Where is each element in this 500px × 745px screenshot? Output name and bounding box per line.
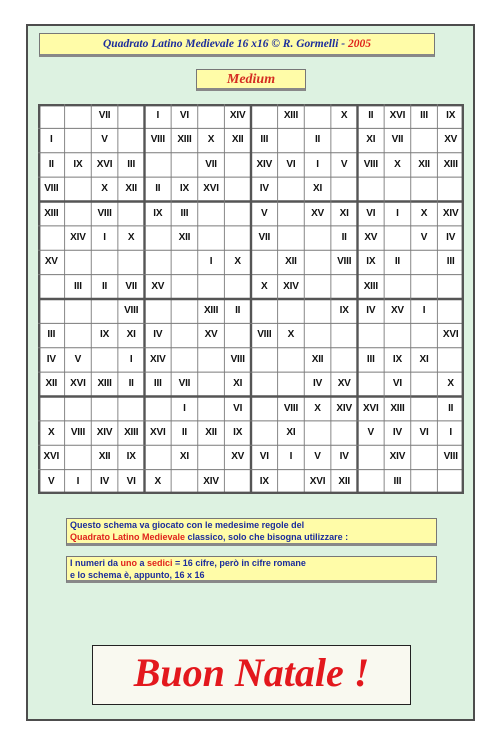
given-cell: III [366,353,375,365]
empty-cell[interactable] [251,372,278,396]
given-cell: VI [233,402,243,414]
latin-square-grid [38,104,464,494]
given-cell: VIII [124,305,139,316]
given-cell: III [446,256,455,268]
empty-cell[interactable] [91,250,118,274]
given-cell: XIV [150,353,166,365]
empty-cell[interactable] [437,275,464,299]
given-cell: VIII [97,207,112,219]
given-cell: IX [233,426,243,438]
empty-cell[interactable] [118,128,145,152]
given-cell: V [314,451,321,463]
given-cell: IX [179,183,189,195]
given-cell: XII [178,231,191,243]
empty-cell[interactable] [118,250,145,274]
given-cell: XI [339,207,349,219]
given-cell: VII [258,231,271,243]
given-cell: XIV [442,207,459,219]
given-cell: I [316,158,319,170]
empty-cell[interactable] [331,348,358,372]
empty-cell[interactable] [198,275,225,299]
given-cell: IX [153,207,163,219]
given-cell: I [422,305,426,316]
given-cell: I [50,134,53,146]
empty-cell[interactable] [224,226,251,250]
given-cell: X [314,402,321,414]
empty-cell[interactable] [411,177,438,201]
given-cell: VI [392,378,402,390]
empty-cell[interactable] [224,153,251,177]
given-cell: XV [444,134,458,146]
given-cell: XIII [203,305,219,316]
given-cell: XIII [177,134,192,146]
empty-cell[interactable] [251,250,278,274]
given-cell: VI [179,110,189,121]
empty-cell[interactable] [358,177,385,201]
given-cell: II [394,256,400,268]
given-cell: XII [311,353,324,365]
given-cell: X [234,256,241,268]
given-cell: X [447,378,454,390]
empty-cell[interactable] [171,299,198,323]
empty-cell[interactable] [331,421,358,445]
numbers-note [66,556,437,583]
given-cell: XVI [43,451,60,463]
given-cell: XI [313,183,323,195]
given-cell: X [287,329,295,341]
empty-cell[interactable] [198,348,225,372]
given-cell: XIII [283,110,299,121]
given-cell: X [48,426,55,438]
given-cell: IV [153,329,163,341]
given-cell: XVI [150,426,166,438]
given-cell: XVI [389,110,406,121]
rules-note [66,518,437,546]
given-cell: I [156,110,160,121]
given-cell: III [180,207,189,219]
empty-cell[interactable] [65,250,92,274]
empty-cell[interactable] [65,177,92,201]
rules-line-2-rest: classico, solo che bisogna utilizzare : [185,531,349,542]
given-cell: II [341,231,347,243]
empty-cell[interactable] [198,372,225,396]
empty-cell[interactable] [384,177,411,201]
given-cell: I [396,207,399,219]
given-cell: X [261,280,268,292]
empty-cell[interactable] [251,421,278,445]
given-cell: IV [366,305,376,316]
empty-cell[interactable] [65,397,92,421]
given-cell: XV [44,256,58,268]
empty-cell[interactable] [278,128,305,152]
empty-cell[interactable] [278,177,305,201]
given-cell: XIII [363,280,378,292]
given-cell: XIV [389,451,406,463]
given-cell: VI [366,207,376,219]
given-cell: IX [100,329,110,341]
empty-cell[interactable] [251,104,278,128]
empty-cell[interactable] [278,226,305,250]
given-cell: III [153,378,162,390]
given-cell: XV [151,280,165,292]
given-cell: X [207,134,215,146]
given-cell: XIV [336,402,352,414]
empty-cell[interactable] [171,470,198,494]
given-cell: XI [366,134,376,146]
given-cell: XVI [70,378,86,390]
empty-cell[interactable] [358,323,385,347]
empty-cell[interactable] [38,226,65,250]
given-cell: II [235,305,241,316]
title-text: Quadrato Latino Medievale 16 x16 © R. Gormelli - [103,38,348,50]
given-cell: XIV [96,426,113,438]
given-cell: VII [178,378,191,390]
empty-cell[interactable] [145,299,172,323]
given-cell: I [103,231,106,243]
given-cell: III [127,158,136,170]
given-cell: IX [392,353,402,365]
given-cell: XII [205,426,217,438]
title-year: 2005 [347,38,371,50]
given-cell: V [48,475,55,487]
empty-cell[interactable] [437,177,464,201]
empty-cell[interactable] [384,323,411,347]
empty-cell[interactable] [278,470,305,494]
empty-cell[interactable] [437,470,464,494]
given-cell: II [128,378,134,390]
empty-cell[interactable] [251,397,278,421]
given-cell: VIII [44,183,59,195]
given-cell: VIII [150,134,165,146]
given-cell: XI [126,329,136,341]
given-cell: II [48,158,54,170]
given-cell: I [129,353,133,365]
empty-cell[interactable] [145,250,172,274]
given-cell: XIII [44,207,59,219]
empty-cell[interactable] [304,323,331,347]
empty-cell[interactable] [198,202,225,226]
empty-cell[interactable] [118,202,145,226]
empty-cell[interactable] [171,348,198,372]
given-cell: XV [231,451,245,463]
empty-cell[interactable] [145,226,172,250]
given-cell: I [183,402,186,414]
empty-cell[interactable] [278,202,305,226]
empty-cell[interactable] [331,177,358,201]
given-cell: XII [231,134,244,146]
given-cell: IV [313,378,323,390]
given-cell: XIV [283,280,299,292]
given-cell: X [154,475,162,487]
given-cell: XII [338,475,350,487]
numbers-uno: uno [120,558,138,568]
given-cell: VII [125,280,137,292]
empty-cell[interactable] [65,202,92,226]
given-cell: VIII [363,158,378,170]
given-cell: XI [179,451,189,463]
empty-cell[interactable] [91,397,118,421]
given-cell: X [420,207,428,219]
empty-cell[interactable] [171,250,198,274]
given-cell: VIII [443,451,458,463]
given-cell: I [76,475,80,487]
empty-cell[interactable] [145,153,172,177]
given-cell: XIII [390,402,405,414]
empty-cell[interactable] [224,323,251,347]
empty-cell[interactable] [224,275,251,299]
given-cell: V [367,426,375,438]
empty-cell[interactable] [411,470,438,494]
given-cell: XVI [96,158,113,170]
given-cell: VIII [257,329,272,341]
given-cell: II [368,110,374,121]
given-cell: VII [205,158,217,170]
given-cell: II [448,402,454,414]
given-cell: XIV [70,231,86,243]
empty-cell[interactable] [304,421,331,445]
given-cell: IX [446,110,456,121]
given-cell: XIII [97,378,112,390]
given-cell: IX [126,451,136,463]
given-cell: I [449,426,452,438]
empty-cell[interactable] [437,299,464,323]
given-cell: V [420,231,428,243]
empty-cell[interactable] [198,226,225,250]
empty-cell[interactable] [304,275,331,299]
empty-cell[interactable] [198,445,225,469]
given-cell: VIII [283,402,299,414]
empty-cell[interactable] [411,275,438,299]
empty-cell[interactable] [411,372,438,396]
given-cell: XIV [256,158,273,170]
empty-cell[interactable] [91,299,118,323]
empty-cell[interactable] [198,104,225,128]
given-cell: III [420,110,428,121]
empty-cell[interactable] [145,445,172,469]
numbers-line-2: e lo schema è, appunto, 16 x 16 [70,569,205,580]
given-cell: XVI [363,402,379,414]
empty-cell[interactable] [171,153,198,177]
given-cell: XV [390,305,404,316]
given-cell: I [289,451,293,463]
given-cell: II [314,134,321,146]
given-cell: V [261,207,268,219]
greeting-banner: Buon Natale ! [92,645,411,705]
given-cell: XII [98,451,111,463]
given-cell: XII [125,183,137,195]
given-cell: XVI [203,183,219,195]
given-cell: XI [419,353,429,365]
given-cell: V [340,158,348,170]
given-cell: V [74,353,82,365]
given-cell: V [101,134,108,146]
given-cell: XIV [229,110,246,121]
difficulty-badge: Medium [196,69,306,91]
empty-cell[interactable] [224,470,251,494]
empty-cell[interactable] [358,470,385,494]
given-cell: XVI [442,329,459,341]
empty-cell[interactable] [411,397,438,421]
empty-cell[interactable] [278,299,305,323]
given-cell: VIII [230,353,245,365]
given-cell: VII [391,134,404,146]
empty-cell[interactable] [278,348,305,372]
given-cell: IV [339,451,349,463]
empty-cell[interactable] [38,275,65,299]
empty-cell[interactable] [331,275,358,299]
empty-cell[interactable] [384,275,411,299]
empty-cell[interactable] [171,275,198,299]
empty-cell[interactable] [304,226,331,250]
given-cell: X [340,110,348,121]
given-cell: IX [73,158,83,170]
empty-cell[interactable] [278,372,305,396]
empty-cell[interactable] [331,128,358,152]
empty-cell[interactable] [38,104,65,128]
empty-cell[interactable] [358,372,385,396]
empty-cell[interactable] [38,299,65,323]
empty-cell[interactable] [38,397,65,421]
empty-cell[interactable] [65,128,92,152]
given-cell: VIII [337,256,352,268]
empty-cell[interactable] [198,397,225,421]
given-cell: XI [286,426,296,438]
given-cell: III [47,329,56,341]
empty-cell[interactable] [251,299,278,323]
given-cell: III [393,475,402,487]
empty-cell[interactable] [171,323,198,347]
given-cell: IX [259,475,269,487]
empty-cell[interactable] [411,445,438,469]
empty-cell[interactable] [91,348,118,372]
empty-cell[interactable] [384,226,411,250]
numbers-text-a: I numeri da [70,558,121,568]
given-cell: II [181,426,187,438]
given-cell: X [101,183,108,195]
empty-cell[interactable] [145,397,172,421]
given-cell: III [74,280,82,292]
given-cell: XII [285,256,297,268]
empty-cell[interactable] [411,323,438,347]
numbers-line-1 [70,558,433,570]
given-cell: I [209,256,213,268]
empty-cell[interactable] [304,299,331,323]
empty-cell[interactable] [65,299,92,323]
empty-cell[interactable] [65,445,92,469]
given-cell: XVI [309,475,326,487]
empty-cell[interactable] [331,323,358,347]
given-cell: III [260,134,269,146]
empty-cell[interactable] [304,250,331,274]
empty-cell[interactable] [411,250,438,274]
title-banner [39,33,435,57]
given-cell: IV [46,353,56,365]
given-cell: XII [418,158,430,170]
given-cell: X [127,231,135,243]
given-cell: IV [100,475,110,487]
given-cell: II [101,280,108,292]
empty-cell[interactable] [65,323,92,347]
given-cell: X [394,158,401,170]
given-cell: XI [233,378,243,390]
empty-cell[interactable] [358,445,385,469]
given-cell: XIII [443,158,458,170]
given-cell: IV [392,426,402,438]
given-cell: XV [364,231,378,243]
given-cell: VI [419,426,429,438]
given-cell: IX [366,256,376,268]
empty-cell[interactable] [411,128,438,152]
given-cell: VI [286,158,296,170]
given-cell: XV [337,378,351,390]
given-cell: XIV [203,475,219,487]
numbers-text-c: = 16 cifre, però in cifre romane [172,558,306,568]
given-cell: VI [259,451,269,463]
given-cell: XV [204,329,218,341]
rules-line-2 [70,532,433,544]
given-cell: II [155,183,161,195]
given-cell: XII [45,378,58,390]
rules-highlight: Quadrato Latino Medievale [70,531,186,542]
given-cell: VI [126,475,136,487]
given-cell: IV [446,231,456,243]
given-cell: IX [339,305,349,316]
empty-cell[interactable] [118,397,145,421]
empty-cell[interactable] [118,104,145,128]
rules-line-1: Questo schema va giocato con le medesime regole del [70,520,305,530]
given-cell: XV [311,207,325,219]
empty-cell[interactable] [65,104,92,128]
empty-cell[interactable] [437,348,464,372]
empty-cell[interactable] [304,104,331,128]
empty-cell[interactable] [251,348,278,372]
given-cell: VIII [70,426,86,438]
given-cell: IV [259,183,269,195]
empty-cell[interactable] [224,177,251,201]
empty-cell[interactable] [224,202,251,226]
numbers-sedici: sedici [147,558,173,568]
numbers-text-b: a [137,558,148,568]
given-cell: XIII [124,426,139,438]
given-cell: VII [98,110,111,121]
